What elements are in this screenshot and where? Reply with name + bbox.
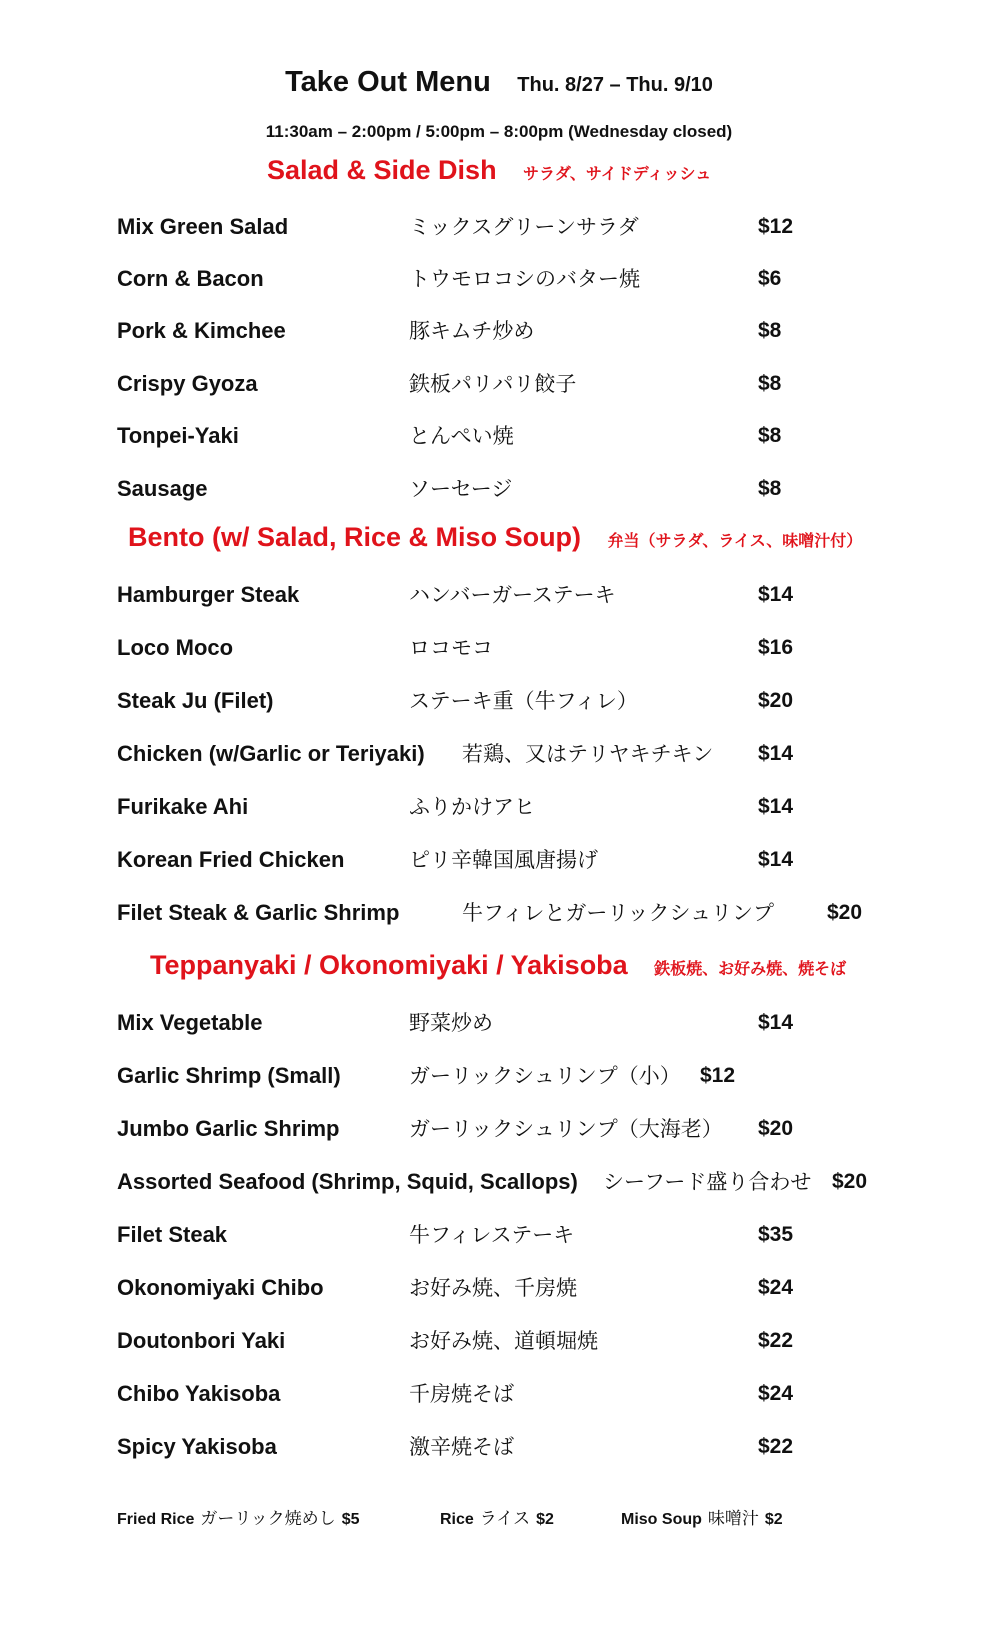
extra-name: Rice [440,1511,474,1528]
item-name-jp: とんぺい焼 [409,424,514,448]
menu-item [0,580,998,610]
item-name-jp: 豚キムチ炒め [409,319,535,343]
extra-item [621,1506,783,1533]
menu-item [0,369,998,399]
item-price: $24 [758,1382,794,1405]
extra-price: $2 [764,1511,783,1528]
section-title-jp: 弁当（サラダ、ライス、味噌汁付） [607,531,863,550]
menu-item [0,845,998,875]
item-price: $6 [758,267,782,290]
item-price: $14 [758,795,794,818]
item-price: $20 [832,1170,868,1193]
page-title: Take Out Menu [285,66,491,98]
item-name: Doutonbori Yaki [117,1328,286,1353]
item-name: Sausage [117,476,208,501]
menu-item [0,898,998,928]
item-name: Mix Vegetable [117,1010,263,1035]
menu-item [0,633,998,663]
item-price: $22 [758,1329,794,1352]
item-price: $20 [827,901,863,924]
item-name: Pork & Kimchee [117,318,286,343]
item-name: Hamburger Steak [117,582,300,607]
item-price: $35 [758,1223,794,1246]
extra-price: $5 [341,1511,360,1528]
item-name-jp: 牛フィレステーキ [409,1223,575,1247]
menu-item [0,1432,998,1462]
extra-name-jp: ライス [479,1509,531,1529]
item-name: Tonpei-Yaki [117,423,239,448]
extra-item [440,1506,554,1533]
menu-item [0,1326,998,1356]
item-name: Spicy Yakisoba [117,1434,277,1459]
item-price: $14 [758,742,794,765]
item-name: Assorted Seafood (Shrimp, Squid, Scallops) [117,1169,578,1194]
item-name-jp: トウモロコシのバター焼 [409,267,640,291]
menu-item [0,1220,998,1250]
menu-item [0,1379,998,1409]
item-price: $20 [758,689,794,712]
menu-item [0,792,998,822]
item-name-jp: 激辛焼そば [409,1435,514,1459]
item-name: Mix Green Salad [117,214,289,239]
item-price: $16 [758,636,794,659]
extra-price: $2 [536,1511,554,1528]
item-name: Jumbo Garlic Shrimp [117,1116,340,1141]
date-range: Thu. 8/27 – Thu. 9/10 [517,74,713,96]
extra-name-jp: ガーリック焼めし [200,1509,336,1529]
menu-item [0,1061,998,1091]
section-title-jp: サラダ、サイドディッシュ [523,164,712,183]
item-price: $20 [758,1117,794,1140]
section-heading-teppanyaki [150,950,846,981]
item-name-jp: 若鶏、又はテリヤキチキン [462,742,714,766]
item-name: Corn & Bacon [117,266,264,291]
section-title-jp: 鉄板焼、お好み焼、焼そば [654,959,847,978]
item-name-jp: 牛フィレとガーリックシュリンプ [462,901,775,925]
item-name-jp: シーフード盛り合わせ [603,1170,812,1194]
item-name: Steak Ju (Filet) [117,688,274,713]
item-price: $24 [758,1276,794,1299]
menu-item [0,739,998,769]
menu-item [0,474,998,504]
item-name: Filet Steak & Garlic Shrimp [117,900,400,925]
item-price: $14 [758,583,794,606]
item-price: $14 [758,1011,794,1034]
section-title-en: Salad & Side Dish [267,155,497,185]
extra-name-jp: 味噌汁 [707,1509,759,1529]
item-price: $8 [758,477,782,500]
item-price: $8 [758,424,782,447]
extra-item [117,1506,359,1533]
opening-hours: 11:30am – 2:00pm / 5:00pm – 8:00pm (Wednesday closed) [265,122,733,141]
menu-item [0,421,998,451]
item-name: Chicken (w/Garlic or Teriyaki) [117,741,425,766]
section-heading-salad [267,155,711,186]
item-name-jp: ふりかけアヒ [409,795,535,819]
item-name: Okonomiyaki Chibo [117,1275,324,1300]
item-price: $12 [700,1064,736,1087]
item-name: Korean Fried Chicken [117,847,345,872]
menu-item [0,1167,998,1197]
menu-item [0,1273,998,1303]
item-name: Garlic Shrimp (Small) [117,1063,341,1088]
item-price: $8 [758,319,782,342]
item-name: Furikake Ahi [117,794,249,819]
title-row [0,66,998,99]
item-name: Filet Steak [117,1222,228,1247]
section-title-en: Bento (w/ Salad, Rice & Miso Soup) [128,522,582,552]
menu-item [0,686,998,716]
item-name-jp: ガーリックシュリンプ（小） [409,1064,681,1088]
item-price: $14 [758,848,794,871]
item-name-jp: ピリ辛韓国風唐揚げ [409,848,598,872]
item-name: Chibo Yakisoba [117,1381,281,1406]
item-name-jp: 鉄板パリパリ餃子 [409,372,577,396]
section-title-en: Teppanyaki / Okonomiyaki / Yakisoba [150,950,628,980]
item-name: Loco Moco [117,635,234,660]
extra-name: Miso Soup [621,1511,702,1528]
extras-row [0,1506,998,1532]
item-name-jp: ソーセージ [409,477,513,501]
item-name-jp: お好み焼、道頓堀焼 [409,1329,598,1353]
item-name-jp: ハンバーガーステーキ [409,583,616,607]
item-name-jp: ミックスグリーンサラダ [409,215,639,239]
menu-item [0,1114,998,1144]
item-price: $8 [758,372,782,395]
item-name-jp: お好み焼、千房焼 [409,1276,577,1300]
menu-item [0,316,998,346]
extra-name: Fried Rice [117,1511,195,1528]
item-name-jp: ステーキ重（牛フィレ） [409,689,638,713]
menu-item [0,212,998,242]
item-name-jp: ロコモコ [409,636,493,660]
item-price: $12 [758,215,794,238]
menu-item [0,264,998,294]
section-heading-bento [128,522,862,553]
item-name-jp: ガーリックシュリンプ（大海老） [409,1117,723,1141]
item-price: $22 [758,1435,794,1458]
item-name-jp: 千房焼そば [409,1382,514,1406]
menu-item [0,1008,998,1038]
item-name: Crispy Gyoza [117,371,258,396]
item-name-jp: 野菜炒め [409,1011,493,1035]
